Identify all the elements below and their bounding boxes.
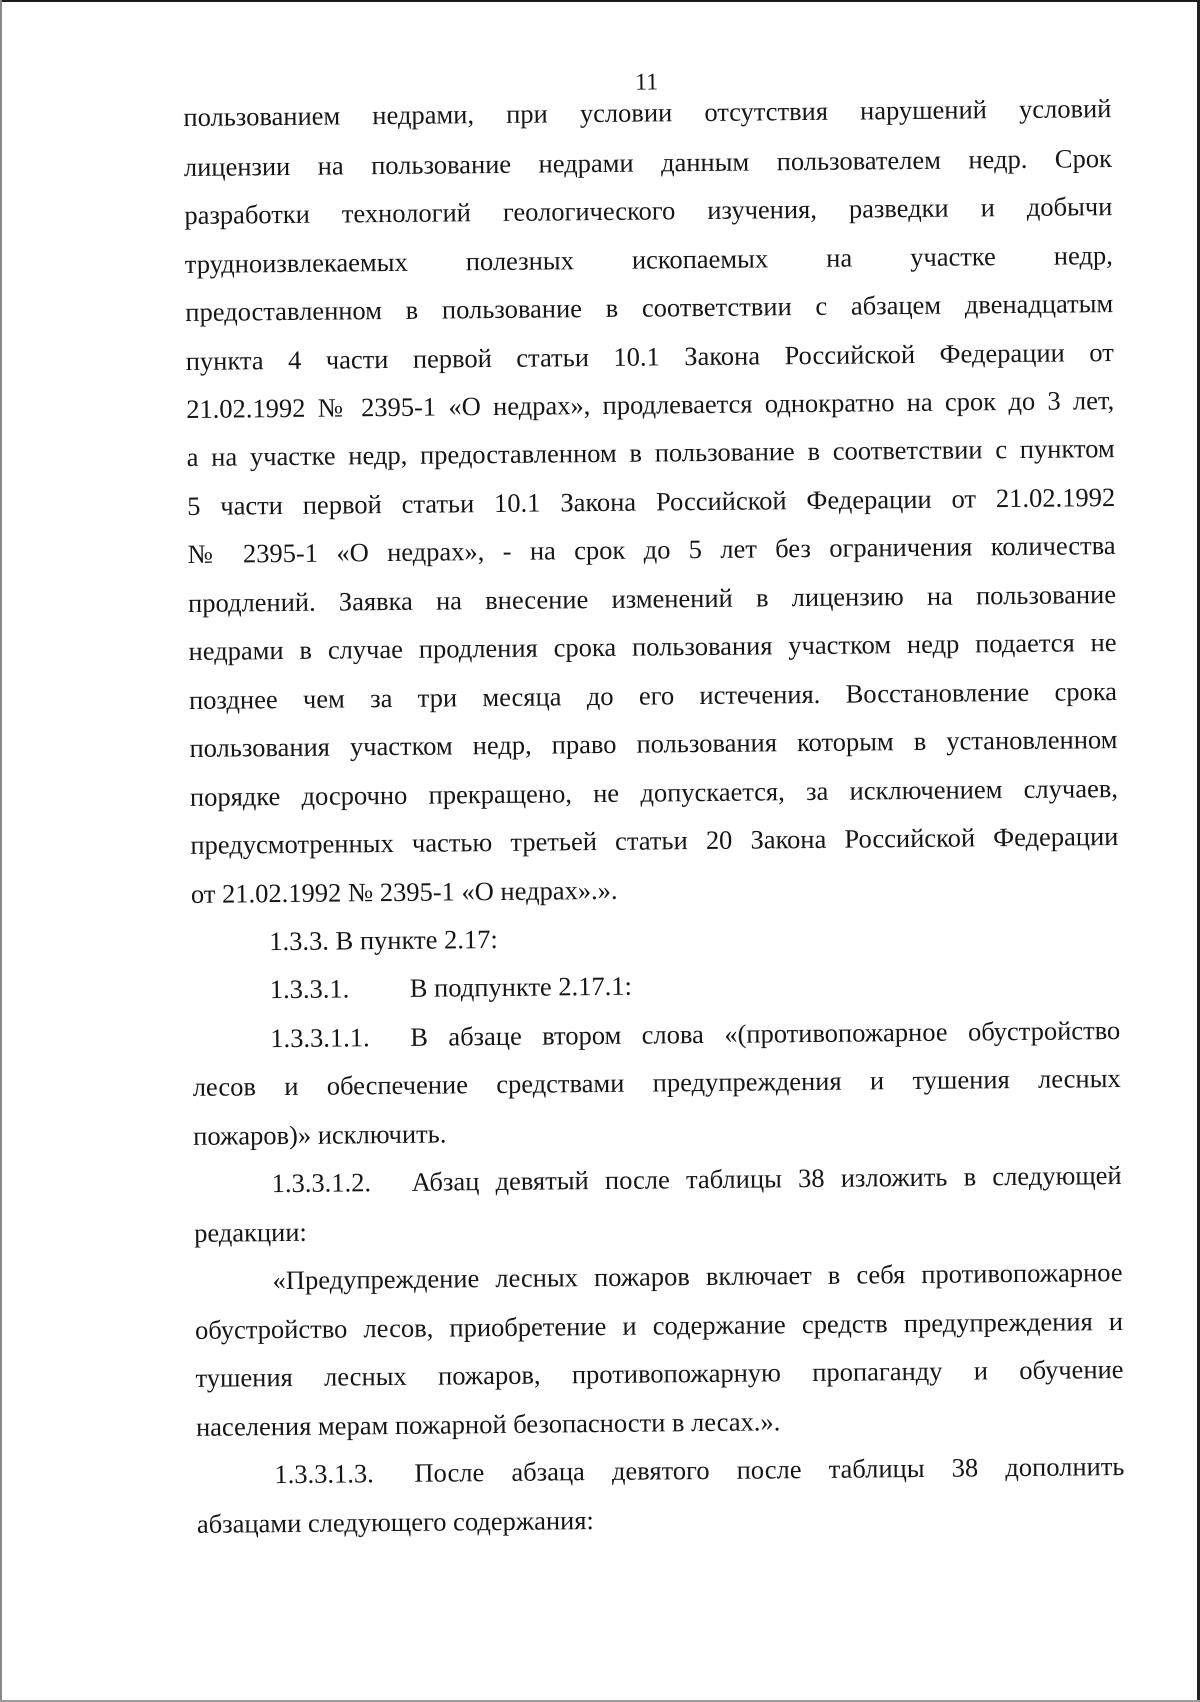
clause-text: В подпункте 2.17.1: xyxy=(409,970,633,1003)
clause-number: 1.3.3.1.1. xyxy=(270,1022,370,1054)
paragraph-line: 5 части первой статьи 10.1 Закона Российской Федерации от 21.02.1992 xyxy=(187,482,1116,521)
paragraph-line: от 21.02.1992 № 2395-1 «О недрах».». xyxy=(190,874,618,909)
quote-first-line: «Предупреждение лесных пожаров включает в себя противопожарное xyxy=(272,1257,1123,1296)
page-number: 11 xyxy=(634,69,659,96)
paragraph-line: пользования участком недр, право пользования которым в установленном xyxy=(189,724,1118,763)
clause-text: Абзац девятый после таблицы 38 изложить в следующей xyxy=(411,1160,1122,1197)
paragraph-line: разработки технологий геологического изучения, разведки и добычи xyxy=(184,191,1113,230)
clause-number: 1.3.3.1.3. xyxy=(274,1458,374,1490)
paragraph-line: а на участке недр, предоставленном в пользование в соответствии с пунктом xyxy=(186,433,1115,472)
clause-1-3-3-1-2 xyxy=(271,1158,1121,1200)
clause-1-3-3-1-3 xyxy=(274,1449,1124,1491)
quote-line: населения мерам пожарной безопасности в лесах.». xyxy=(195,1406,781,1442)
paragraph-line: пожаров)» исключить. xyxy=(193,1118,447,1151)
paragraph-line: № 2395-1 «О недрах», - на срок до 5 лет без ограничения количества xyxy=(187,530,1116,569)
paragraph-line: порядке досрочно прекращено, не допускается, за исключением случаев, xyxy=(189,773,1119,812)
paragraph-line: предоставленном в пользование в соответствии с абзацем двенадцатым xyxy=(185,288,1114,327)
clause-1-3-3-1-1 xyxy=(270,1013,1120,1055)
paragraph-line: абзацами следующего содержания: xyxy=(196,1505,594,1539)
paragraph-line: редакции: xyxy=(193,1216,307,1248)
paragraph-line: трудноизвлекаемых полезных ископаемых на участке недр, xyxy=(184,240,1113,279)
paragraph-line: пользованием недрами, при условии отсутствия нарушений условий xyxy=(183,93,1112,132)
paragraph-line: 21.02.1992 № 2395-1 «О недрах», продлевается однократно на срок до 3 лет, xyxy=(186,385,1115,424)
paragraph-line: лицензии на пользование недрами данным пользователем недр. Срок xyxy=(183,143,1113,182)
clause-number: 1.3.3.1. xyxy=(269,973,350,1005)
paragraph-line: предусмотренных частью третьей статьи 20 Закона Российской Федерации xyxy=(190,821,1119,860)
clause-1-3-3-1 xyxy=(270,964,1120,1006)
paragraph-line: пункта 4 части первой статьи 10.1 Закона Российской Федерации от xyxy=(185,337,1114,376)
quote-line: тушения лесных пожаров, противопожарную пропаганду и обучение xyxy=(195,1354,1124,1393)
paragraph-line: недрами в случае продления срока пользования участком недр подается не xyxy=(188,627,1117,666)
clause-heading-1-3-3: 1.3.3. В пункте 2.17: xyxy=(269,923,498,957)
clause-text: После абзаца девятого после таблицы 38 дополнить xyxy=(414,1450,1125,1488)
paragraph-line: позднее чем за три месяца до его истечения. Восстановление срока xyxy=(188,676,1118,715)
clause-number: 1.3.3.1.2. xyxy=(271,1167,372,1199)
paragraph-line: продлений. Заявка на внесение изменений в лицензию на пользование xyxy=(187,579,1117,618)
clause-text: В абзаце втором слова «(противопожарное обустройство xyxy=(410,1015,1121,1052)
paragraph-line: лесов и обеспечение средствами предупреждения и тушения лесных xyxy=(192,1063,1121,1102)
quote-line: обустройство лесов, приобретение и содержание средств предупреждения и xyxy=(194,1306,1124,1345)
